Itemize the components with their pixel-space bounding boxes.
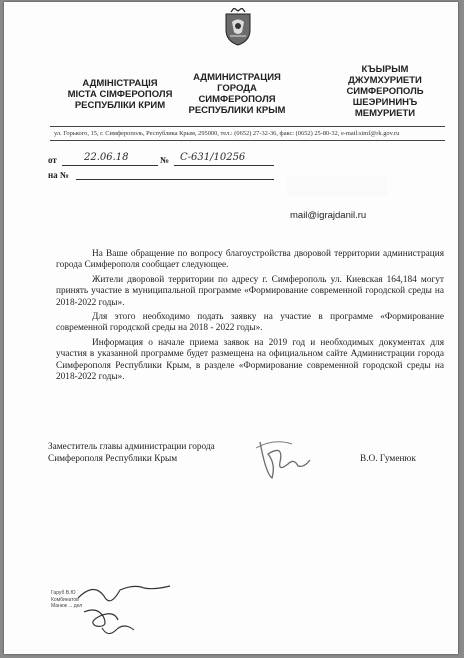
header-left-line: РЕСПУБЛІКИ КРИМ — [74, 100, 166, 111]
header-right-line: ДЖУМХУРИЕТИ — [348, 75, 422, 86]
executor-line: Гаруб В.Ю — [51, 590, 76, 596]
handwritten-signature — [254, 434, 314, 484]
header-center-russian — [182, 72, 292, 116]
date-label: от — [48, 155, 57, 165]
header-left-line: АДМІНІСТРАЦІЯ — [82, 78, 158, 89]
redacted-recipient-block — [287, 176, 387, 196]
header-center-line: АДМИНИСТРАЦИЯ — [193, 72, 281, 83]
address-line: ул. Горького, 15, г. Симферополь, Республика Крым, 295000, тел.: (0652) 27-32-36, факс: (0652) 25-80-32, e-mail:simf@rk.gov.ru — [54, 130, 400, 137]
executor-initials-scribble — [74, 578, 174, 638]
letter-page — [4, 2, 458, 654]
header-center-line: ГОРОДА — [217, 83, 257, 94]
body-paragraph: Жители дворовой территории по адресу г. Симферополь ул. Киевская 164,184 могут принять участие в муниципальной программе «Формирование современной городской среды на 2018-2022 годы». — [56, 274, 444, 308]
signatory-position-line: Заместитель главы администрации города — [48, 442, 215, 452]
number-label: № — [160, 155, 170, 165]
header-center-line: СИМФЕРОПОЛЯ — [198, 94, 276, 105]
address-divider — [50, 140, 445, 141]
recipient-email: mail@igrajdanil.ru — [290, 210, 367, 221]
number-handwritten: С-631/10256 — [180, 152, 246, 163]
reference-underline — [76, 179, 274, 180]
header-right-line: МЕМУРИЕТИ — [354, 108, 416, 119]
reference-label: на № — [48, 170, 69, 180]
header-right-crimean-tatar — [330, 64, 440, 119]
date-underline — [62, 165, 158, 166]
signatory-name: В.О. Гуменюк — [360, 454, 416, 464]
header-right-line: КЪЫРЫМ — [361, 64, 409, 75]
header-left-line: МІСТА СІМФЕРОПОЛЯ — [67, 89, 173, 100]
body-paragraph: Для этого необходимо подать заявку на участие в программе «Формирование современной городской среды на 2018 - 2022 годы». — [56, 312, 444, 334]
letter-body — [56, 249, 444, 386]
body-paragraph: Информация о начале приема заявок на 2019 год и необходимых документах для участия в указанной программе будет размещена на официальном сайте Администрации города Симферополя Республики Крым, в разделе «Формирование современной городской среды на 2018-2022 годы». — [56, 337, 444, 383]
coat-of-arms-emblem — [222, 8, 254, 46]
date-handwritten: 22.06.18 — [84, 152, 129, 163]
header-divider — [50, 126, 445, 127]
signatory-position-line: Симферополя Республики Крым — [48, 453, 178, 464]
header-center-line: РЕСПУБЛИКИ КРЫМ — [188, 105, 286, 116]
header-right-line: СИМФЕРОПОЛЬ — [346, 86, 424, 97]
body-paragraph: На Ваше обращение по вопросу благоустройства дворовой территории администрация города Симферополя сообщает следующее. — [56, 249, 444, 271]
signatory-position — [48, 442, 215, 465]
executor-line: Манеж ... дел — [51, 603, 83, 609]
header-left-ukrainian — [60, 78, 180, 111]
number-underline — [174, 165, 274, 166]
header-right-line: ШЕЭРИНИНЪ — [352, 97, 418, 108]
executor-line: Комбинатов — [51, 596, 79, 603]
